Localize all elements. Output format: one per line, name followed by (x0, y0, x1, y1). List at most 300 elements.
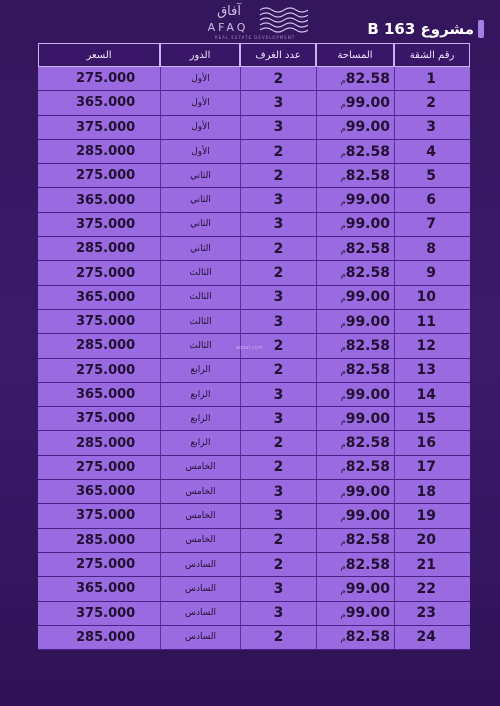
unit-number (394, 553, 470, 577)
area-unit: م (340, 342, 346, 352)
unit-price (38, 261, 160, 285)
unit-price-value: 275.000 (76, 362, 136, 378)
unit-rooms (240, 188, 316, 212)
unit-rooms-value: 3 (273, 313, 284, 330)
unit-area-value: 82.58 (345, 167, 390, 184)
unit-rooms-value: 3 (273, 192, 284, 209)
unit-area-value: 82.58 (345, 70, 390, 87)
title-accent-bar (478, 20, 484, 38)
unit-floor-value: الثاني (190, 170, 211, 181)
unit-rooms-value: 2 (273, 435, 284, 452)
unit-rooms (240, 407, 316, 431)
unit-price (38, 164, 160, 188)
unit-floor (160, 116, 240, 140)
unit-number (394, 286, 470, 310)
header-rooms: عدد الغرف (240, 43, 316, 67)
unit-floor-value: الأول (191, 146, 210, 157)
unit-rooms-value: 2 (273, 629, 284, 646)
unit-price (38, 626, 160, 650)
unit-number-value: 16 (416, 435, 436, 452)
table-row (38, 553, 470, 577)
unit-area-value: 82.58 (345, 143, 390, 160)
table-row (38, 164, 470, 188)
table-row (38, 602, 470, 626)
unit-number (394, 213, 470, 237)
unit-floor (160, 334, 240, 358)
unit-number (394, 140, 470, 164)
unit-floor (160, 504, 240, 528)
unit-area (316, 213, 394, 237)
unit-floor-value: الثاني (190, 243, 211, 254)
unit-floor (160, 359, 240, 383)
area-unit: م (340, 318, 346, 328)
header-area: المساحة (316, 43, 394, 67)
unit-number (394, 431, 470, 455)
area-unit: م (340, 415, 346, 425)
unit-price-value: 275.000 (76, 168, 136, 184)
unit-area (316, 188, 394, 212)
unit-rooms (240, 359, 316, 383)
unit-number (394, 456, 470, 480)
table-row (38, 213, 470, 237)
unit-number-value: 1 (426, 70, 436, 87)
unit-rooms-value: 2 (273, 532, 284, 549)
table-row (38, 407, 470, 431)
unit-price-value: 285.000 (76, 629, 136, 645)
unit-price (38, 116, 160, 140)
unit-price-value: 375.000 (76, 411, 136, 427)
unit-area-value: 99.00 (345, 289, 390, 306)
unit-floor-value: الثالث (189, 340, 212, 351)
unit-number (394, 626, 470, 650)
unit-floor (160, 529, 240, 553)
unit-number (394, 529, 470, 553)
unit-area (316, 116, 394, 140)
unit-floor (160, 140, 240, 164)
unit-floor-value: السادس (184, 583, 216, 594)
area-unit: م (340, 464, 346, 474)
unit-number (394, 407, 470, 431)
unit-area (316, 480, 394, 504)
unit-floor (160, 164, 240, 188)
unit-number (394, 164, 470, 188)
unit-area-value: 99.00 (345, 313, 390, 330)
unit-area-value: 99.00 (345, 483, 390, 500)
waves-icon (256, 4, 308, 38)
unit-rooms-value: 3 (273, 386, 284, 403)
unit-rooms-value: 3 (273, 216, 284, 233)
unit-number-value: 7 (426, 216, 436, 233)
unit-area-value: 99.00 (345, 410, 390, 427)
unit-area (316, 334, 394, 358)
unit-area (316, 164, 394, 188)
unit-floor (160, 310, 240, 334)
unit-area-value: 82.58 (345, 362, 390, 379)
unit-area (316, 140, 394, 164)
unit-floor (160, 407, 240, 431)
unit-number-value: 19 (416, 507, 436, 524)
unit-price (38, 213, 160, 237)
unit-area-value: 99.00 (345, 386, 390, 403)
unit-floor-value: الخامس (185, 510, 216, 521)
area-unit: م (340, 245, 346, 255)
unit-rooms-value: 3 (273, 119, 284, 136)
table-row (38, 67, 470, 91)
table-row (38, 529, 470, 553)
unit-floor-value: الأول (191, 73, 210, 84)
table-row (38, 431, 470, 455)
unit-price (38, 67, 160, 91)
unit-rooms-value: 2 (273, 459, 284, 476)
area-unit: م (340, 197, 346, 207)
unit-floor (160, 602, 240, 626)
area-unit: م (340, 512, 346, 522)
unit-price-value: 375.000 (76, 508, 136, 524)
unit-area-value: 99.00 (345, 94, 390, 111)
unit-floor (160, 480, 240, 504)
unit-floor (160, 188, 240, 212)
unit-area-value: 82.58 (345, 337, 390, 354)
unit-number-value: 8 (426, 240, 436, 257)
area-unit: م (340, 172, 346, 182)
unit-floor-value: الثالث (189, 316, 212, 327)
unit-rooms (240, 431, 316, 455)
unit-area-value: 99.00 (345, 192, 390, 209)
header-unit-number: رقم الشقة (394, 43, 470, 67)
unit-price-value: 365.000 (76, 192, 136, 208)
unit-price-value: 365.000 (76, 95, 136, 111)
unit-price (38, 237, 160, 261)
area-unit: م (340, 270, 346, 280)
header-price: السعر (38, 43, 160, 67)
unit-floor-value: الرابع (190, 365, 211, 376)
unit-rooms-value: 2 (273, 265, 284, 282)
unit-number-value: 21 (416, 556, 436, 573)
table-row (38, 140, 470, 164)
unit-area-value: 99.00 (345, 216, 390, 233)
table-row (38, 504, 470, 528)
area-unit: م (340, 99, 346, 109)
unit-number-value: 6 (426, 192, 436, 209)
unit-rooms (240, 140, 316, 164)
unit-number-value: 17 (416, 459, 436, 476)
unit-rooms-value: 3 (273, 580, 284, 597)
unit-floor-value: الثالث (189, 292, 212, 303)
unit-price-value: 375.000 (76, 314, 136, 330)
unit-number (394, 67, 470, 91)
unit-price (38, 529, 160, 553)
unit-number-value: 20 (416, 532, 436, 549)
area-unit: م (340, 221, 346, 231)
unit-number (394, 480, 470, 504)
unit-number-value: 18 (416, 483, 436, 500)
unit-area (316, 529, 394, 553)
unit-area (316, 456, 394, 480)
unit-area (316, 67, 394, 91)
unit-floor-value: الثاني (190, 195, 211, 206)
unit-area (316, 504, 394, 528)
unit-area (316, 553, 394, 577)
unit-rooms (240, 286, 316, 310)
unit-number-value: 23 (416, 605, 436, 622)
unit-floor (160, 261, 240, 285)
unit-area (316, 431, 394, 455)
unit-rooms (240, 116, 316, 140)
unit-floor (160, 431, 240, 455)
unit-floor-value: الرابع (190, 389, 211, 400)
unit-rooms (240, 383, 316, 407)
unit-number (394, 334, 470, 358)
unit-area (316, 237, 394, 261)
unit-price (38, 504, 160, 528)
table-row (38, 359, 470, 383)
unit-price-value: 275.000 (76, 459, 136, 475)
unit-number (394, 602, 470, 626)
unit-price (38, 480, 160, 504)
logo-english: AFAQ (207, 21, 249, 34)
table-header-row (38, 43, 470, 67)
area-unit: م (340, 440, 346, 450)
brand-logo (200, 4, 310, 44)
unit-number-value: 12 (416, 337, 436, 354)
unit-price (38, 140, 160, 164)
area-unit: م (340, 561, 346, 571)
unit-area-value: 82.58 (345, 629, 390, 646)
unit-floor-value: الأول (191, 97, 210, 108)
unit-floor (160, 577, 240, 601)
unit-price-value: 365.000 (76, 484, 136, 500)
unit-number (394, 504, 470, 528)
area-unit: م (340, 148, 346, 158)
unit-area-value: 82.58 (345, 265, 390, 282)
unit-rooms-value: 2 (273, 556, 284, 573)
unit-number-value: 11 (416, 313, 436, 330)
table-row (38, 116, 470, 140)
table-row (38, 188, 470, 212)
table-row (38, 577, 470, 601)
unit-price-value: 375.000 (76, 605, 136, 621)
unit-rooms-value: 2 (273, 337, 284, 354)
unit-area (316, 383, 394, 407)
unit-number-value: 13 (416, 362, 436, 379)
logo-tagline: REAL ESTATE DEVELOPMENT (214, 35, 296, 40)
unit-rooms-value: 3 (273, 94, 284, 111)
unit-price-value: 275.000 (76, 265, 136, 281)
unit-price-value: 365.000 (76, 581, 136, 597)
unit-floor (160, 91, 240, 115)
unit-price (38, 91, 160, 115)
table-row (38, 261, 470, 285)
unit-area-value: 82.58 (345, 556, 390, 573)
unit-rooms-value: 2 (273, 167, 284, 184)
unit-area-value: 99.00 (345, 605, 390, 622)
header-floor: الدور (160, 43, 240, 67)
unit-floor (160, 626, 240, 650)
unit-area-value: 82.58 (345, 240, 390, 257)
unit-rooms-value: 2 (273, 362, 284, 379)
unit-floor (160, 456, 240, 480)
table-row (38, 480, 470, 504)
unit-area (316, 91, 394, 115)
unit-number-value: 24 (416, 629, 436, 646)
unit-floor (160, 553, 240, 577)
unit-floor-value: الرابع (190, 438, 211, 449)
unit-price-value: 285.000 (76, 144, 136, 160)
unit-rooms (240, 456, 316, 480)
unit-price-value: 285.000 (76, 532, 136, 548)
unit-rooms-value: 2 (273, 143, 284, 160)
unit-number (394, 359, 470, 383)
unit-floor-value: السادس (184, 632, 216, 643)
unit-floor-value: الخامس (185, 462, 216, 473)
unit-number (394, 237, 470, 261)
unit-rooms-value: 3 (273, 605, 284, 622)
unit-number-value: 10 (416, 289, 436, 306)
unit-area-value: 82.58 (345, 459, 390, 476)
area-unit: م (340, 488, 346, 498)
area-unit: م (340, 367, 346, 377)
unit-floor-value: الخامس (185, 535, 216, 546)
unit-price-value: 285.000 (76, 435, 136, 451)
unit-rooms (240, 577, 316, 601)
unit-rooms (240, 529, 316, 553)
area-unit: م (340, 585, 346, 595)
unit-area-value: 99.00 (345, 580, 390, 597)
unit-area (316, 577, 394, 601)
unit-number (394, 310, 470, 334)
unit-number-value: 15 (416, 410, 436, 427)
area-unit: م (340, 391, 346, 401)
unit-floor (160, 237, 240, 261)
unit-price-value: 375.000 (76, 216, 136, 232)
area-unit: م (340, 75, 346, 85)
unit-area (316, 602, 394, 626)
unit-number-value: 3 (426, 119, 436, 136)
unit-price (38, 407, 160, 431)
unit-price-value: 365.000 (76, 289, 136, 305)
unit-area-value: 99.00 (345, 507, 390, 524)
unit-area (316, 261, 394, 285)
unit-number-value: 9 (426, 265, 436, 282)
unit-price (38, 553, 160, 577)
table-row (38, 310, 470, 334)
unit-number-value: 14 (416, 386, 436, 403)
unit-number (394, 188, 470, 212)
unit-price-value: 285.000 (76, 338, 136, 354)
unit-price (38, 602, 160, 626)
unit-number (394, 577, 470, 601)
table-row (38, 237, 470, 261)
unit-number-value: 2 (426, 94, 436, 111)
logo-arabic: آفاق (217, 4, 241, 19)
unit-rooms (240, 67, 316, 91)
unit-floor-value: السادس (184, 559, 216, 570)
unit-rooms (240, 504, 316, 528)
watermark: aqaat.com (236, 345, 263, 351)
unit-price (38, 359, 160, 383)
area-unit: م (340, 634, 346, 644)
unit-area (316, 359, 394, 383)
unit-price (38, 383, 160, 407)
unit-number (394, 116, 470, 140)
area-unit: م (340, 294, 346, 304)
unit-floor-value: السادس (184, 608, 216, 619)
unit-number-value: 5 (426, 167, 436, 184)
unit-rooms-value: 2 (273, 240, 284, 257)
project-title (367, 20, 484, 38)
unit-price-value: 375.000 (76, 119, 136, 135)
area-unit: م (340, 537, 346, 547)
unit-price (38, 286, 160, 310)
table-body (38, 67, 470, 650)
unit-rooms (240, 91, 316, 115)
unit-number-value: 22 (416, 580, 436, 597)
unit-floor (160, 383, 240, 407)
unit-floor (160, 286, 240, 310)
unit-rooms-value: 2 (273, 70, 284, 87)
unit-area (316, 310, 394, 334)
unit-price-value: 275.000 (76, 71, 136, 87)
unit-area-value: 99.00 (345, 119, 390, 136)
table-row (38, 91, 470, 115)
unit-floor (160, 67, 240, 91)
table-row (38, 626, 470, 650)
unit-floor-value: الرابع (190, 413, 211, 424)
unit-floor (160, 213, 240, 237)
unit-number (394, 91, 470, 115)
unit-price-value: 275.000 (76, 557, 136, 573)
table-row (38, 383, 470, 407)
unit-rooms (240, 261, 316, 285)
unit-rooms (240, 310, 316, 334)
unit-price-value: 365.000 (76, 387, 136, 402)
unit-area (316, 626, 394, 650)
unit-rooms (240, 553, 316, 577)
unit-rooms (240, 164, 316, 188)
table-row (38, 456, 470, 480)
project-title-text: مشروع B 163 (367, 20, 474, 38)
unit-rooms-value: 3 (273, 483, 284, 500)
unit-area (316, 407, 394, 431)
unit-price (38, 431, 160, 455)
unit-rooms (240, 480, 316, 504)
unit-rooms (240, 626, 316, 650)
unit-rooms-value: 3 (273, 507, 284, 524)
unit-rooms (240, 602, 316, 626)
unit-area-value: 82.58 (345, 532, 390, 549)
unit-area (316, 286, 394, 310)
unit-price (38, 456, 160, 480)
unit-price (38, 188, 160, 212)
unit-floor-value: الخامس (185, 486, 216, 497)
unit-price-value: 285.000 (76, 241, 136, 257)
unit-area-value: 82.58 (345, 435, 390, 452)
unit-number (394, 383, 470, 407)
unit-number-value: 4 (426, 143, 436, 160)
unit-price (38, 334, 160, 358)
unit-floor-value: الأول (191, 122, 210, 133)
unit-rooms-value: 3 (273, 289, 284, 306)
table-row (38, 286, 470, 310)
unit-rooms-value: 3 (273, 410, 284, 427)
unit-rooms (240, 237, 316, 261)
unit-rooms (240, 213, 316, 237)
unit-floor-value: الثالث (189, 268, 212, 279)
unit-price (38, 310, 160, 334)
unit-price (38, 577, 160, 601)
unit-floor-value: الثاني (190, 219, 211, 230)
area-unit: م (340, 610, 346, 620)
